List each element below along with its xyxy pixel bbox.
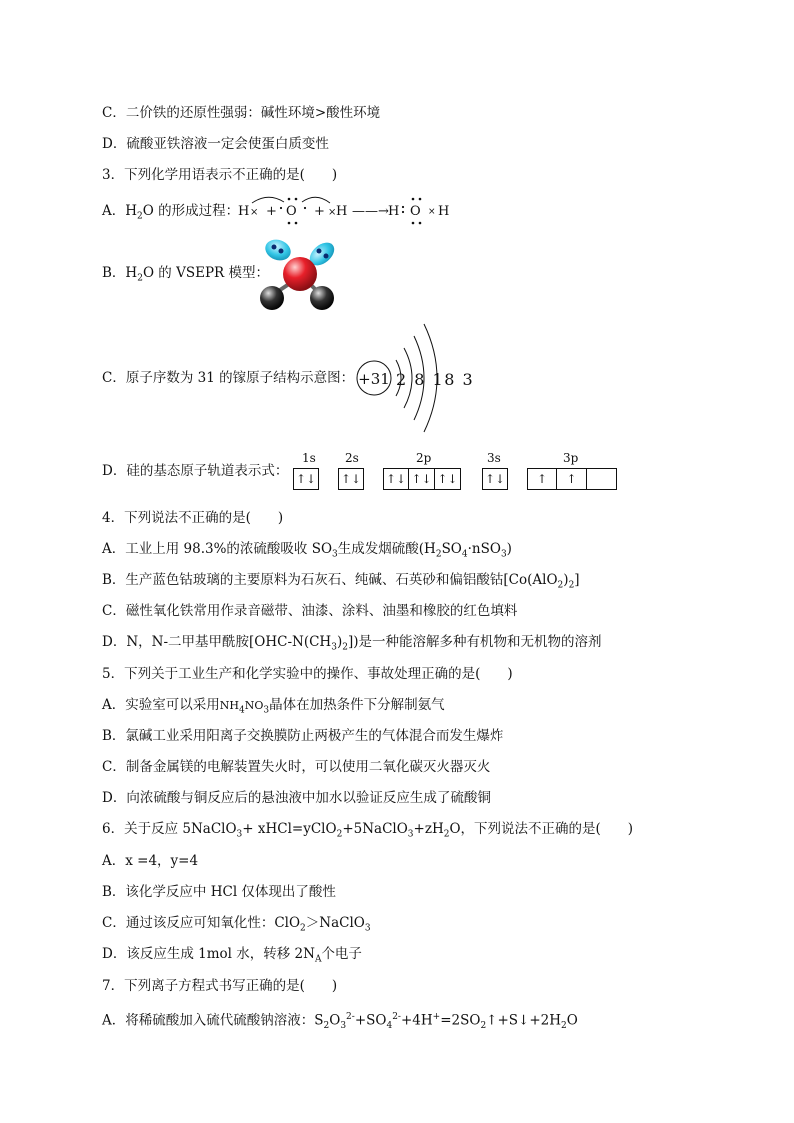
sub-2: 2	[323, 1021, 330, 1032]
question-6	[102, 820, 633, 844]
gallium-shells: 2 8 18 3	[396, 370, 475, 389]
question-3-option-d: D．硅的基态原子轨道表示式：	[102, 463, 289, 479]
formation-h-right: H	[336, 204, 348, 219]
sub-2: 2	[342, 642, 348, 653]
sub-3: 3	[340, 1021, 347, 1032]
orbital-label-3s: 3s	[487, 451, 501, 465]
sup-plus: +	[432, 1012, 441, 1022]
q3a-suffix: O 的形成过程：	[142, 203, 240, 219]
sub-a: A	[314, 954, 322, 965]
formation-cross-1: ×	[250, 207, 259, 218]
q3a-prefix: A．H	[102, 203, 138, 219]
question-3-option-b	[102, 264, 269, 288]
q6-mid3: +zH	[413, 821, 444, 837]
sub-2: 2	[557, 580, 564, 591]
question-4: 4．下列说法不正确的是( )	[102, 510, 284, 526]
q4d-suffix: )是一种能溶解多种有机物和无机物的溶剂	[353, 634, 602, 650]
q7a-so4: +SO	[354, 1012, 387, 1029]
orbital-label-3p: 3p	[563, 451, 579, 465]
sub-2: 2	[137, 273, 143, 284]
sub-3: 3	[331, 642, 337, 653]
formation-h-left: H	[238, 204, 250, 219]
question-4-option-b	[102, 571, 580, 595]
orbital-box: ↑↓	[383, 468, 409, 490]
q6c-mid: ＞NaClO	[305, 915, 365, 931]
orbital-label-2p: 2p	[416, 451, 432, 465]
question-5-option-d: D．向浓硫酸与铜反应后的悬浊液中加水以验证反应生成了硫酸铜	[102, 790, 491, 806]
question-3-option-a	[102, 202, 239, 226]
q3b-prefix: B．H	[102, 265, 138, 281]
sub-3: 3	[236, 829, 243, 840]
q4a-mid2: SO	[441, 541, 462, 557]
q7a-so2: =2SO	[440, 1012, 481, 1029]
q6d-prefix: D．该反应生成 1mol 水，转移 2N	[102, 946, 315, 962]
question-3-option-c: C．原子序数为 31 的镓原子结构示意图：	[102, 370, 355, 386]
question-7-option-a	[102, 1008, 578, 1035]
orbital-1s	[293, 468, 319, 490]
sub-4: 4	[386, 1021, 393, 1032]
sub-4: 4	[238, 705, 245, 716]
formation-arrow: ——→	[352, 204, 389, 219]
orbital-box: ↑↓	[338, 468, 364, 490]
formation-o: O	[286, 204, 297, 219]
formation-plus-1: +	[266, 204, 277, 219]
option-c-prev: C．二价铁的还原性强弱：碱性环境>酸性环境	[102, 105, 381, 121]
sub-3: 3	[332, 549, 338, 560]
q6-mid2: +5NaClO	[342, 821, 408, 837]
q5a-prefix: A．实验室可以采用	[102, 697, 220, 713]
question-6-option-a: A．x =4，y=4	[102, 853, 199, 869]
orbital-box	[587, 468, 617, 490]
q4a-mid: 生成发烟硫酸(H	[337, 541, 436, 557]
sub-4: 4	[461, 549, 468, 560]
orbital-box: ↑↓	[409, 468, 435, 490]
q4d-close: )	[336, 634, 343, 650]
orbital-box: ↑	[527, 468, 557, 490]
orbital-box: ↑↓	[482, 468, 508, 490]
orbital-3p	[527, 468, 617, 490]
sub-3: 3	[263, 705, 270, 716]
q6c-prefix: C．通过该反应可知氧化性：ClO	[102, 915, 301, 931]
sub-3: 3	[364, 923, 371, 934]
sup-2-minus: 2-	[346, 1012, 355, 1022]
question-5-option-a	[102, 696, 445, 720]
q4b-bracket: ]	[574, 572, 580, 588]
question-5-option-c: C．制备金属镁的电解装置失火时，可以使用二氧化碳灭火器灭火	[102, 759, 491, 775]
orbital-3s	[482, 468, 508, 490]
gallium-nucleus: +31	[358, 370, 390, 388]
gallium-atomic-structure	[354, 320, 475, 436]
q5a-nh: NH	[219, 699, 239, 712]
q4a-end: ·nSO	[467, 541, 501, 557]
sub-2: 2	[443, 829, 450, 840]
option-d-prev: D．硫酸亚铁溶液一定会使蛋白质变性	[102, 136, 329, 152]
q3b-suffix: O 的 VSEPR 模型：	[142, 265, 269, 281]
question-6-option-d	[102, 945, 362, 969]
q5a-suffix: 晶体在加热条件下分解制氨气	[269, 697, 445, 713]
question-6-option-c	[102, 914, 371, 938]
question-4-option-c: C．磁性氧化铁常用作录音磁带、油漆、涂料、油墨和橡胶的红色填料	[102, 603, 518, 619]
q7a-end: O	[566, 1012, 578, 1029]
q4a-close: )	[506, 541, 512, 557]
product-h-right: H	[438, 204, 450, 219]
question-4-option-a	[102, 540, 512, 564]
q5a-no: NO	[244, 699, 264, 712]
q6-mid: + xHCl=yClO	[242, 821, 337, 837]
formation-cross-2: ×	[328, 207, 337, 218]
sub-2: 2	[137, 211, 143, 222]
question-6-option-b: B．该化学反应中 HCl 仅体现出了酸性	[102, 884, 336, 900]
q6-prefix: 6．关于反应 5NaClO	[102, 821, 237, 837]
orbital-box: ↑↓	[293, 468, 319, 490]
q7a-prefix: A．将稀硫酸加入硫代硫酸钠溶液：S	[102, 1012, 324, 1029]
q4b-text: B．生产蓝色钴玻璃的主要原料为石灰石、纯碱、石英砂和偏铝酸钴[Co(AlO	[102, 572, 558, 588]
q6d-suffix: 个电子	[321, 946, 362, 962]
question-4-option-d	[102, 633, 602, 657]
orbital-label-1s: 1s	[302, 451, 316, 465]
sup-2-minus: 2-	[392, 1012, 401, 1022]
formation-plus-2: +	[314, 204, 325, 219]
orbital-2s	[338, 468, 364, 490]
sub-2: 2	[336, 829, 343, 840]
q4d-bracket: ]	[347, 634, 354, 650]
question-5-option-b: B．氯碱工业采用阳离子交换膜防止两极产生的气体混合而发生爆炸	[102, 728, 504, 744]
question-3: 3．下列化学用语表示不正确的是( )	[102, 167, 338, 183]
q7a-h: +4H	[400, 1012, 433, 1029]
product-cross: ×	[428, 207, 436, 217]
orbital-label-2s: 2s	[345, 451, 359, 465]
q7a-s: ↑+S↓+2H	[486, 1012, 562, 1029]
vsepr-model-image	[256, 234, 366, 314]
product-h-left: H	[388, 204, 400, 219]
sub-2: 2	[568, 580, 575, 591]
q7a-o: O	[329, 1012, 341, 1029]
q4d-prefix: D．N，N-二甲基甲酰胺[OHC-N(CH	[102, 634, 332, 650]
sub-3: 3	[500, 549, 507, 560]
q6-suffix: O，下列说法不正确的是( )	[449, 821, 634, 837]
q4a-text: A．工业上用 98.3%的浓硫酸吸收 SO	[102, 541, 333, 557]
sub-2: 2	[480, 1021, 487, 1032]
product-o: O	[410, 204, 421, 219]
sub-2: 2	[435, 549, 442, 560]
sub-2: 2	[300, 923, 306, 934]
q4b-close: )	[563, 572, 569, 588]
question-7: 7．下列离子方程式书写正确的是( )	[102, 978, 338, 994]
orbital-box: ↑	[557, 468, 587, 490]
question-5: 5．下列关于工业生产和化学实验中的操作、事故处理正确的是( )	[102, 666, 513, 682]
water-formation-diagram	[236, 192, 456, 228]
sub-3: 3	[407, 829, 414, 840]
orbital-box: ↑↓	[435, 468, 461, 490]
orbital-2p	[383, 468, 461, 490]
sub-2: 2	[561, 1021, 567, 1032]
